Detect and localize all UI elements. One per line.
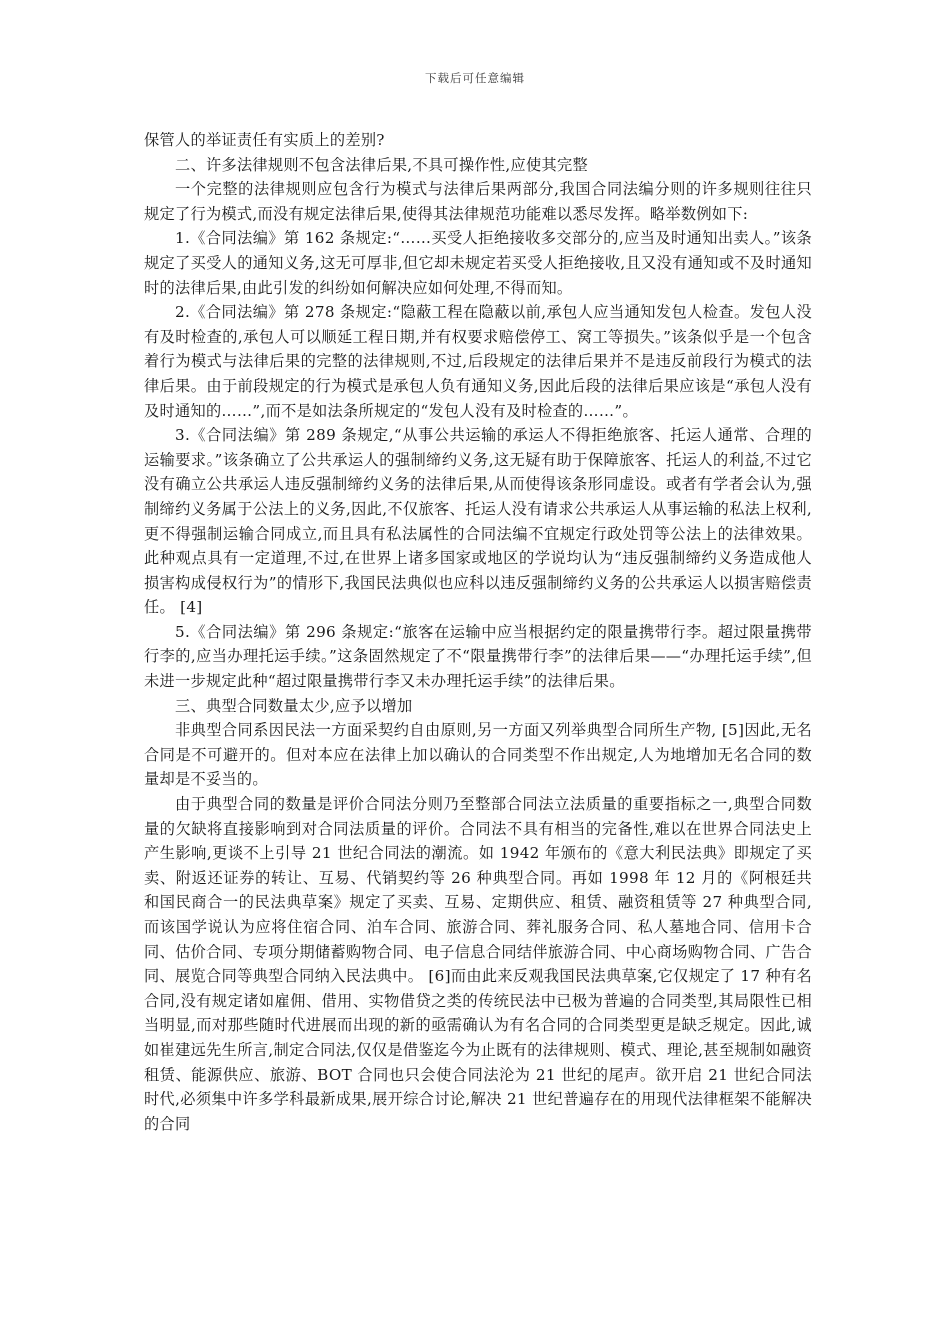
paragraph-continuation: 保管人的举证责任有实质上的差别? xyxy=(144,131,385,149)
paragraph-item-1: 1.《合同法编》第 162 条规定:“……买受人拒绝接收多交部分的,应当及时通知出卖人。”该条规定了买受人的通知义务,这无可厚非,但它却未规定若买受人拒绝接收,且又没有通知或不及时通知时的法律后果,由此引发的纠纷如何解决应如何处理,不得而知。 xyxy=(144,229,812,297)
paragraph-atypical-contracts: 非典型合同系因民法一方面采契约自由原则,另一方面又列举典型合同所生产物, [5]因此,无名合同是不可避开的。但对本应在法律上加以确认的合同类型不作出规定,人为地增加无名合同的数量却是不妥当的。 xyxy=(144,721,812,789)
document-body xyxy=(144,128,812,1136)
paragraph-item-3: 3.《合同法编》第 289 条规定,“从事公共运输的承运人不得拒绝旅客、托运人通常、合理的运输要求。”该条确立了公共承运人的强制缔约义务,这无疑有助于保障旅客、托运人的利益,不过它没有确立公共承运人违反强制缔约义务的法律后果,从而使得该条形同虚设。或者有学者会认为,强制缔约义务属于公法上的义务,因此,不仅旅客、托运人没有请求公共承运人从事运输的私法上权利,更不得强制运输合同成立,而且具有私法属性的合同法编不宜规定行政处罚等公法上的法律效果。此种观点具有一定道理,不过,在世界上诸多国家或地区的学说均认为“违反强制缔约义务造成他人损害构成侵权行为”的情形下,我国民法典似也应科以违反强制缔约义务的公共承运人以损害赔偿责任。 [4] xyxy=(144,426,812,617)
page-header: 下载后可任意编辑 xyxy=(425,71,525,85)
paragraph-intro: 一个完整的法律规则应包含行为模式与法律后果两部分,我国合同法编分则的许多规则往往只规定了行为模式,而没有规定法律后果,使得其法律规范功能难以悉尽发挥。略举数例如下: xyxy=(144,180,812,223)
section-heading-three: 三、典型合同数量太少,应予以增加 xyxy=(175,696,413,715)
paragraph-item-2: 2.《合同法编》第 278 条规定:“隐蔽工程在隐蔽以前,承包人应当通知发包人检查。发包人没有及时检查的,承包人可以顺延工程日期,并有权要求赔偿停工、窝工等损失。”该条似乎是一个包含着行为模式与法律后果的完整的法律规则,不过,后段规定的法律后果并不是违反前段行为模式的法律后果。由于前段规定的行为模式是承包人负有通知义务,因此后段的法律后果应该是“承包人没有及时通知的……”,而不是如法条所规定的“发包人没有及时检查的……”。 xyxy=(144,303,812,420)
section-heading-two: 二、许多法律规则不包含法律后果,不具可操作性,应使其完整 xyxy=(175,155,588,174)
paragraph-typical-contracts: 由于典型合同的数量是评价合同法分则乃至整部合同法立法质量的重要指标之一,典型合同数量的欠缺将直接影响到对合同法质量的评价。合同法不具有相当的完备性,难以在世界合同法史上产生影响,更谈不上引导 21 世纪合同法的潮流。如 1942 年颁布的《意大利民法典》即规定了买卖、附返还证券的转让、互易、代销契约等 26 种典型合同。再如 1998 年 12 月的《阿根廷共和国民商合一的民法典草案》规定了买卖、互易、定期供应、租赁、融资租赁等 27 种典型合同,而该国学说认为应将住宿合同、泊车合同、旅游合同、葬礼服务合同、私人墓地合同、信用卡合同、估价合同、专项分期储蓄购物合同、电子信息合同结伴旅游合同、中心商场购物合同、广告合同、展览合同等典型合同纳入民法典中。 [6]而由此来反观我国民法典草案,它仅规定了 17 种有名合同,没有规定诸如雇佣、借用、实物借贷之类的传统民法中已极为普遍的合同类型,其局限性已相当明显,而对那些随时代进展而出现的新的亟需确认为有名合同的合同类型更是缺乏规定。因此,诚如崔建远先生所言,制定合同法,仅仅是借鉴迄今为止既有的法律规则、模式、理论,甚至规制如融资租赁、能源供应、旅游、BOT 合同也只会使合同法沦为 21 世纪的尾声。欲开启 21 世纪合同法时代,必须集中许多学科最新成果,展开综合讨论,解决 21 世纪普遍存在的用现代法律框架不能解决的合同 xyxy=(144,795,812,1133)
paragraph-item-5: 5.《合同法编》第 296 条规定:“旅客在运输中应当根据约定的限量携带行李。超过限量携带行李的,应当办理托运手续。”这条固然规定了不“限量携带行李”的法律后果——“办理托运手续”,但未进一步规定此种“超过限量携带行李又未办理托运手续”的法律后果。 xyxy=(144,622,812,691)
